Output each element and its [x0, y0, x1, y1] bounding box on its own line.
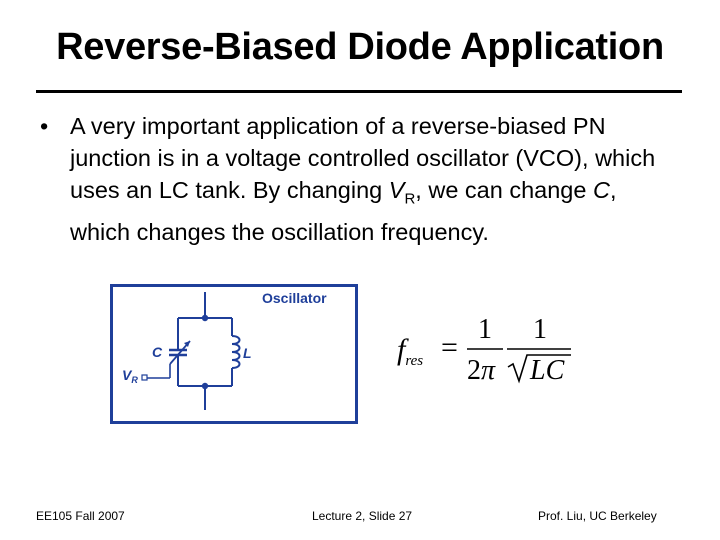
bullet-var-v-subscript: R	[404, 190, 416, 208]
resonance-frequency-formula	[395, 305, 585, 395]
vr-terminal	[142, 375, 147, 380]
formula-num1: 1	[478, 314, 492, 345]
title-underline	[36, 90, 682, 93]
footer-slide-number: Lecture 2, Slide 27	[312, 509, 413, 523]
oscillator-label: Oscillator	[262, 290, 327, 306]
bullet-marker: •	[40, 113, 49, 139]
oscillator-circuit-diagram	[110, 284, 358, 424]
inductor-label: L	[243, 345, 252, 361]
bullet-text	[70, 110, 680, 248]
vr-label	[122, 367, 138, 385]
vr-label-main: V	[122, 367, 132, 383]
formula-den1	[467, 355, 496, 386]
bullet-text-part1: A very important application of a reverse-biased PN junction is in a voltage controlled oscillator (VCO), which uses an LC tank. By changing	[70, 113, 656, 203]
formula-lhs-subscript: res	[405, 353, 424, 369]
formula-den1-pi: π	[481, 355, 496, 386]
bullet-var-v: V	[388, 177, 405, 203]
formula-equals: =	[441, 331, 458, 364]
bullet-point	[40, 110, 680, 248]
bullet-var-c: C	[592, 177, 610, 203]
footer-course: EE105 Fall 2007	[36, 509, 125, 523]
bullet-text-part3: , which changes the oscillation frequency.	[70, 177, 617, 245]
formula-den1-coef: 2	[467, 355, 481, 386]
bullet-text-part2: , we can change	[415, 177, 593, 203]
formula-lhs	[397, 333, 423, 369]
formula-lhs-f: f	[397, 333, 406, 366]
slide-title: Reverse-Biased Diode Application	[56, 26, 664, 68]
vr-label-subscript: R	[131, 375, 138, 385]
capacitor-label: C	[152, 344, 163, 360]
footer-author: Prof. Liu, UC Berkeley	[538, 509, 657, 523]
formula-den2: LC	[530, 355, 565, 386]
oscillator-frame	[112, 286, 357, 423]
formula-num2: 1	[533, 314, 547, 345]
inductor-coil	[232, 336, 240, 368]
